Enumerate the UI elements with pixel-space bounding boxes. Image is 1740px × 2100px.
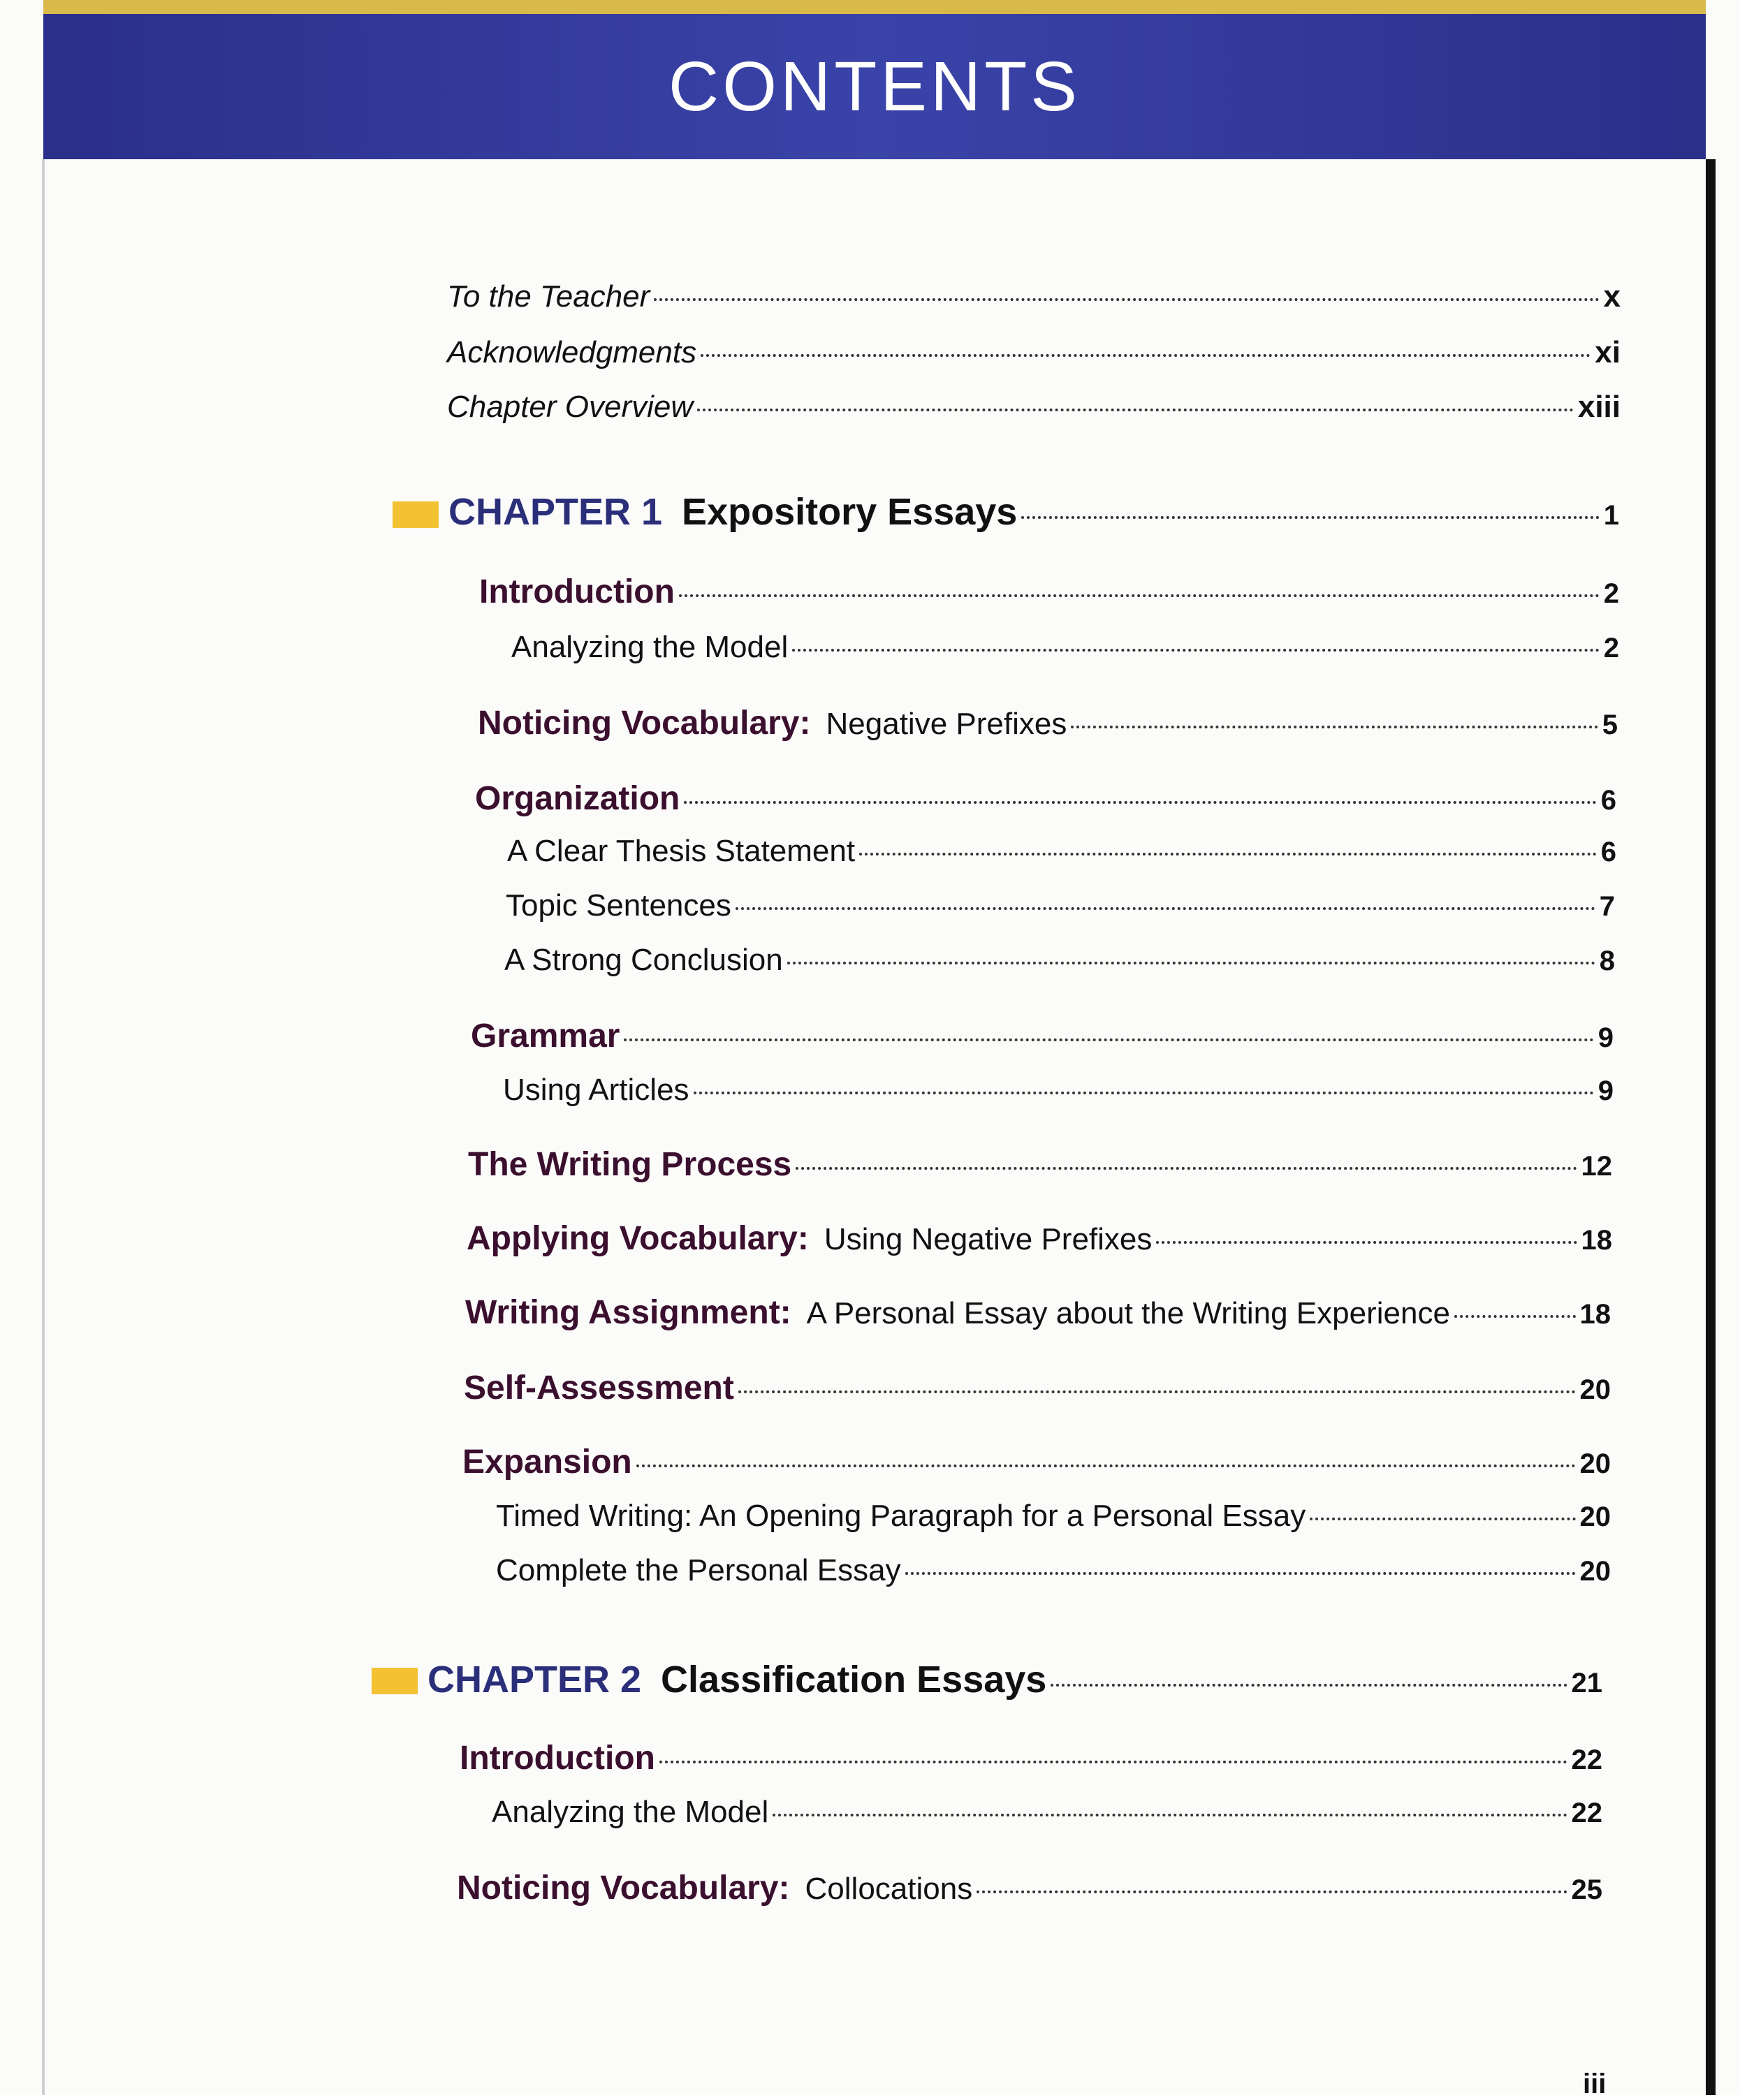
page-left-edge bbox=[42, 159, 45, 2095]
toc-entry-page: 9 bbox=[1598, 1075, 1614, 1106]
toc-entry-page: 7 bbox=[1599, 891, 1615, 922]
toc-entry-expansion[interactable] bbox=[462, 1443, 1611, 1481]
dot-leader bbox=[636, 1464, 1576, 1467]
section-sublabel: Using Negative Prefixes bbox=[824, 1222, 1153, 1256]
toc-entry-writing-process[interactable] bbox=[468, 1145, 1612, 1184]
dot-leader bbox=[694, 1092, 1594, 1094]
toc-entry-applying-vocabulary[interactable] bbox=[467, 1219, 1612, 1258]
section-sublabel: Negative Prefixes bbox=[826, 707, 1067, 741]
toc-entry-page: 20 bbox=[1579, 1501, 1611, 1532]
section-label: Writing Assignment: bbox=[465, 1294, 791, 1331]
top-gold-strip bbox=[43, 0, 1706, 14]
dot-leader bbox=[796, 1167, 1577, 1170]
toc-entry-introduction[interactable] bbox=[479, 573, 1619, 611]
toc-entry-label: Analyzing the Model bbox=[492, 1795, 769, 1829]
toc-entry-noticing-vocabulary[interactable] bbox=[478, 704, 1618, 742]
chapter-label: CHAPTER 2 bbox=[427, 1659, 642, 1701]
section-sublabel: A Personal Essay about the Writing Experience bbox=[806, 1296, 1450, 1330]
toc-entry-page: 20 bbox=[1579, 1448, 1611, 1479]
toc-entry-complete-personal-essay[interactable] bbox=[496, 1553, 1611, 1588]
dot-leader bbox=[1071, 726, 1598, 728]
toc-entry-page: 20 bbox=[1579, 1556, 1611, 1587]
folio-page-number: iii bbox=[1583, 2069, 1607, 2099]
toc-entry-noticing-vocabulary-2[interactable] bbox=[457, 1869, 1602, 1907]
toc-entry-page: xi bbox=[1595, 335, 1621, 369]
dot-leader bbox=[792, 649, 1600, 652]
dot-leader bbox=[736, 907, 1595, 910]
toc-entry-page: x bbox=[1603, 279, 1621, 314]
dot-leader bbox=[905, 1572, 1576, 1575]
section-label: Noticing Vocabulary: bbox=[457, 1870, 790, 1907]
chapter-page: 1 bbox=[1603, 500, 1619, 531]
toc-entry-page: 5 bbox=[1602, 710, 1618, 740]
dot-leader bbox=[684, 801, 1596, 804]
toc-entry-page: 9 bbox=[1598, 1022, 1614, 1053]
dot-leader bbox=[701, 354, 1591, 357]
dot-leader bbox=[1454, 1315, 1576, 1318]
toc-entry-page: 6 bbox=[1600, 785, 1616, 816]
chapter-label: CHAPTER 1 bbox=[448, 491, 663, 533]
toc-entry-analyzing-the-model[interactable] bbox=[511, 630, 1619, 665]
toc-entry-label: Acknowledgments bbox=[447, 335, 697, 369]
section-label: Introduction bbox=[460, 1740, 655, 1777]
chapter-title: Expository Essays bbox=[682, 491, 1018, 533]
toc-entry-label: A Strong Conclusion bbox=[504, 943, 783, 977]
toc-entry-page: 22 bbox=[1571, 1745, 1602, 1775]
dot-leader bbox=[1021, 516, 1599, 519]
chapter-1-marker bbox=[393, 501, 439, 528]
toc-entry-self-assessment[interactable] bbox=[464, 1369, 1611, 1407]
toc-entry-analyzing-the-model-2[interactable] bbox=[492, 1795, 1602, 1830]
toc-entry-introduction-2[interactable] bbox=[460, 1739, 1602, 1777]
toc-entry-page: 22 bbox=[1571, 1798, 1602, 1828]
toc-entry-organization[interactable] bbox=[475, 779, 1616, 818]
toc-chapter-1[interactable] bbox=[448, 490, 1619, 534]
toc-entry-page: 2 bbox=[1603, 578, 1619, 609]
chapter-title: Classification Essays bbox=[661, 1659, 1047, 1701]
toc-entry-to-the-teacher[interactable] bbox=[447, 279, 1621, 314]
dot-leader bbox=[659, 1761, 1567, 1763]
toc-entry-label: A Clear Thesis Statement bbox=[507, 834, 856, 868]
section-label: Introduction bbox=[479, 573, 675, 610]
toc-entry-strong-conclusion[interactable] bbox=[504, 943, 1615, 978]
toc-entry-page: 8 bbox=[1599, 946, 1615, 976]
dot-leader bbox=[773, 1814, 1567, 1816]
toc-entry-label: To the Teacher bbox=[447, 279, 650, 314]
toc-entry-page: 20 bbox=[1579, 1374, 1611, 1405]
toc-entry-writing-assignment[interactable] bbox=[465, 1293, 1611, 1332]
page-title: CONTENTS bbox=[668, 47, 1081, 126]
toc-entry-page: 2 bbox=[1603, 633, 1619, 663]
section-label: The Writing Process bbox=[468, 1146, 792, 1183]
dot-leader bbox=[1051, 1684, 1567, 1687]
toc-entry-label: Chapter Overview bbox=[447, 390, 694, 424]
toc-entry-label: Topic Sentences bbox=[506, 888, 731, 923]
section-label: Organization bbox=[475, 780, 680, 817]
chapter-page: 21 bbox=[1571, 1668, 1602, 1698]
toc-entry-chapter-overview[interactable] bbox=[447, 390, 1621, 425]
section-label: Grammar bbox=[471, 1018, 620, 1055]
section-label: Applying Vocabulary: bbox=[467, 1220, 809, 1257]
toc-entry-timed-writing[interactable] bbox=[496, 1499, 1611, 1534]
dot-leader bbox=[624, 1038, 1593, 1041]
toc-entry-label: Timed Writing: An Opening Paragraph for a Personal Essay bbox=[496, 1499, 1306, 1533]
toc-entry-page: xiii bbox=[1577, 390, 1621, 424]
dot-leader bbox=[859, 853, 1597, 856]
dot-leader bbox=[787, 962, 1595, 964]
toc-entry-label: Analyzing the Model bbox=[511, 630, 789, 664]
toc-entry-clear-thesis[interactable] bbox=[507, 834, 1616, 869]
contents-banner bbox=[43, 14, 1706, 159]
dot-leader bbox=[654, 298, 1599, 301]
section-label: Expansion bbox=[462, 1444, 632, 1481]
dot-leader bbox=[679, 594, 1600, 597]
dot-leader bbox=[977, 1890, 1567, 1893]
toc-entry-acknowledgments[interactable] bbox=[447, 335, 1621, 370]
section-label: Self-Assessment bbox=[464, 1370, 734, 1407]
toc-entry-page: 18 bbox=[1581, 1225, 1612, 1256]
toc-entry-using-articles[interactable] bbox=[503, 1073, 1614, 1108]
section-sublabel: Collocations bbox=[805, 1872, 973, 1906]
toc-entry-topic-sentences[interactable] bbox=[506, 888, 1615, 923]
toc-entry-grammar[interactable] bbox=[471, 1017, 1614, 1055]
toc-entry-page: 18 bbox=[1579, 1299, 1611, 1330]
dot-leader bbox=[738, 1390, 1576, 1393]
toc-entry-label: Complete the Personal Essay bbox=[496, 1553, 901, 1587]
section-label: Noticing Vocabulary: bbox=[478, 705, 811, 742]
toc-entry-page: 6 bbox=[1600, 837, 1616, 867]
toc-entry-label: Using Articles bbox=[503, 1073, 689, 1107]
dot-leader bbox=[1156, 1241, 1577, 1244]
toc-chapter-2[interactable] bbox=[427, 1658, 1602, 1701]
toc-entry-page: 12 bbox=[1581, 1151, 1612, 1182]
toc-entry-page: 25 bbox=[1571, 1874, 1602, 1905]
page-right-edge bbox=[1706, 159, 1716, 2095]
dot-leader bbox=[697, 409, 1574, 411]
dot-leader bbox=[1310, 1518, 1575, 1520]
chapter-2-marker bbox=[372, 1668, 418, 1694]
